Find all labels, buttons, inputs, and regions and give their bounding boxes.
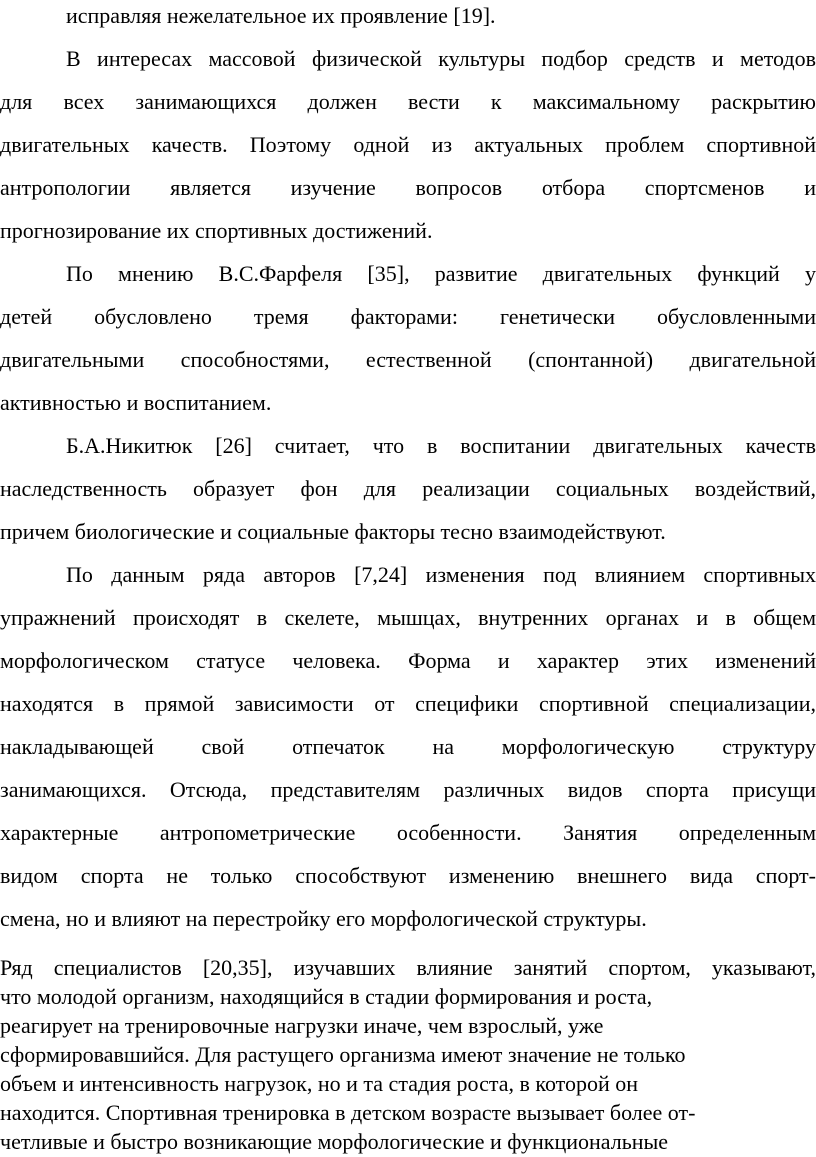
text-line: По данным ряда авторов [7,24] изменения под влиянием спортивных [66, 562, 816, 587]
text-line: По мнению В.С.Фарфеля [35], развитие двигательных функций у [66, 261, 816, 286]
text-line: детей обусловлено тремя факторами: генетически обусловленными [0, 304, 816, 329]
text-line: накладывающей свой отпечаток на морфологическую структуру [0, 734, 816, 759]
text-line: антропологии является изучение вопросов отбора спортсменов и [0, 175, 816, 200]
text-line: Б.А.Никитюк [26] считает, что в воспитании двигательных качеств [66, 433, 816, 458]
text-line: наследственность образует фон для реализации социальных воздействий, [0, 476, 816, 501]
text-line: морфологическом статусе человека. Форма и характер этих изменений [0, 648, 816, 673]
text-line: видом спорта не только способствуют изменению внешнего вида спорт- [0, 863, 816, 888]
text-line: смена, но и влияют на перестройку его морфологической структуры. [0, 906, 647, 931]
text-line: Ряд специалистов [20,35], изучавших влияние занятий спортом, указывают, [0, 955, 816, 980]
text-line: занимающихся. Отсюда, представителям различных видов спорта присущи [0, 777, 816, 802]
text-line: двигательными способностями, естественной (спонтанной) двигательной [0, 347, 816, 372]
text-line: причем биологические и социальные факторы тесно взаимодействуют. [0, 519, 666, 544]
text-line: исправляя нежелательное их проявление [19]. [66, 3, 496, 28]
text-line: прогнозирование их спортивных достижений. [0, 218, 433, 243]
text-line: активностью и воспитанием. [0, 390, 272, 415]
text-line: упражнений происходят в скелете, мышцах, внутренних органах и в общем [0, 605, 816, 630]
text-line: сформировавшийся. Для растущего организма имеют значение не только [0, 1042, 686, 1067]
text-line: находятся в прямой зависимости от специфики спортивной специализации, [0, 691, 816, 716]
text-line: объем и интенсивность нагрузок, но и та стадия роста, в которой он [0, 1071, 639, 1096]
text-line: реагирует на тренировочные нагрузки иначе, чем взрослый, уже [0, 1013, 604, 1038]
text-line: двигательных качеств. Поэтому одной из актуальных проблем спортивной [0, 132, 816, 157]
text-line: В интересах массовой физической культуры подбор средств и методов [66, 46, 816, 71]
text-line: для всех занимающихся должен вести к максимальному раскрытию [0, 89, 816, 114]
text-line: четливые и быстро возникающие морфологические и функциональные [0, 1129, 669, 1154]
text-line: что молодой организм, находящийся в стадии формирования и роста, [0, 984, 653, 1009]
text-line: находится. Спортивная тренировка в детском возрасте вызывает более от- [0, 1100, 696, 1125]
text-line: характерные антропометрические особенности. Занятия определенным [0, 820, 816, 845]
